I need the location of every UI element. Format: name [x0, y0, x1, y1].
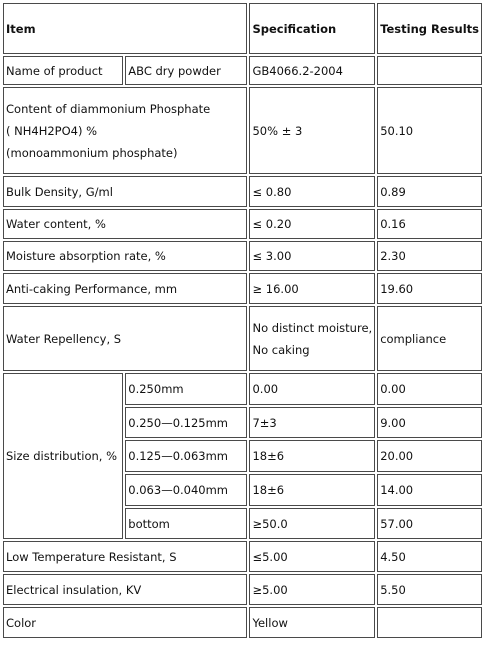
size-result: 0.00	[377, 373, 482, 405]
diammonium-result: 50.10	[377, 87, 482, 174]
table-row	[3, 56, 482, 85]
diammonium-label-line3: (monoammonium phosphate)	[6, 145, 178, 160]
size-range: bottom	[125, 508, 247, 539]
low-temp-label: Low Temperature Resistant, S	[3, 541, 247, 572]
size-spec: ≥50.0	[249, 508, 375, 539]
table-row	[3, 87, 482, 174]
color-label: Color	[3, 607, 247, 638]
color-result	[377, 607, 482, 638]
header-specification: Specification	[249, 3, 375, 54]
moisture-absorption-label: Moisture absorption rate, %	[3, 241, 247, 271]
moisture-absorption-result: 2.30	[377, 241, 482, 271]
size-spec: 7±3	[249, 407, 375, 438]
product-spec: GB4066.2-2004	[249, 56, 375, 85]
table-row	[3, 273, 482, 304]
size-spec: 18±6	[249, 474, 375, 506]
anti-caking-label: Anti-caking Performance, mm	[3, 273, 247, 304]
size-range: 0.125—0.063mm	[125, 440, 247, 472]
water-repellency-spec-line1: No distinct moisture,	[252, 320, 373, 335]
product-name-value: ABC dry powder	[125, 56, 247, 85]
table-row	[3, 373, 482, 405]
size-spec: 0.00	[249, 373, 375, 405]
table-row	[3, 306, 482, 371]
water-content-spec: ≤ 0.20	[249, 209, 375, 239]
diammonium-label-line1: Content of diammonium Phosphate	[6, 101, 211, 116]
table-row	[3, 541, 482, 572]
size-result: 57.00	[377, 508, 482, 539]
water-repellency-result: compliance	[377, 306, 482, 371]
bulk-density-result: 0.89	[377, 176, 482, 207]
product-name-label: Name of product	[3, 56, 123, 85]
anti-caking-result: 19.60	[377, 273, 482, 304]
table-row	[3, 574, 482, 605]
low-temp-spec: ≤5.00	[249, 541, 375, 572]
bulk-density-spec: ≤ 0.80	[249, 176, 375, 207]
moisture-absorption-spec: ≤ 3.00	[249, 241, 375, 271]
size-distribution-label: Size distribution, %	[3, 373, 123, 539]
table-row	[3, 607, 482, 638]
water-content-label: Water content, %	[3, 209, 247, 239]
size-result: 9.00	[377, 407, 482, 438]
electrical-label: Electrical insulation, KV	[3, 574, 247, 605]
bulk-density-label: Bulk Density, G/ml	[3, 176, 247, 207]
size-range: 0.250mm	[125, 373, 247, 405]
table-row	[3, 176, 482, 207]
size-spec: 18±6	[249, 440, 375, 472]
table-row	[3, 209, 482, 239]
water-repellency-label: Water Repellency, S	[3, 306, 247, 371]
table-row	[3, 241, 482, 271]
size-result: 14.00	[377, 474, 482, 506]
anti-caking-spec: ≥ 16.00	[249, 273, 375, 304]
color-spec: Yellow	[249, 607, 375, 638]
diammonium-label	[3, 87, 247, 174]
product-result	[377, 56, 482, 85]
low-temp-result: 4.50	[377, 541, 482, 572]
water-repellency-spec-line2: No caking	[252, 342, 310, 357]
diammonium-label-line2: ( NH4H2PO4) %	[6, 123, 98, 138]
water-content-result: 0.16	[377, 209, 482, 239]
header-item: Item	[3, 3, 247, 54]
header-row	[3, 3, 482, 54]
size-range: 0.063—0.040mm	[125, 474, 247, 506]
electrical-spec: ≥5.00	[249, 574, 375, 605]
size-range: 0.250—0.125mm	[125, 407, 247, 438]
diammonium-spec: 50% ± 3	[249, 87, 375, 174]
specification-table	[1, 1, 484, 640]
electrical-result: 5.50	[377, 574, 482, 605]
header-testing-results: Testing Results	[377, 3, 482, 54]
size-result: 20.00	[377, 440, 482, 472]
water-repellency-spec	[249, 306, 375, 371]
